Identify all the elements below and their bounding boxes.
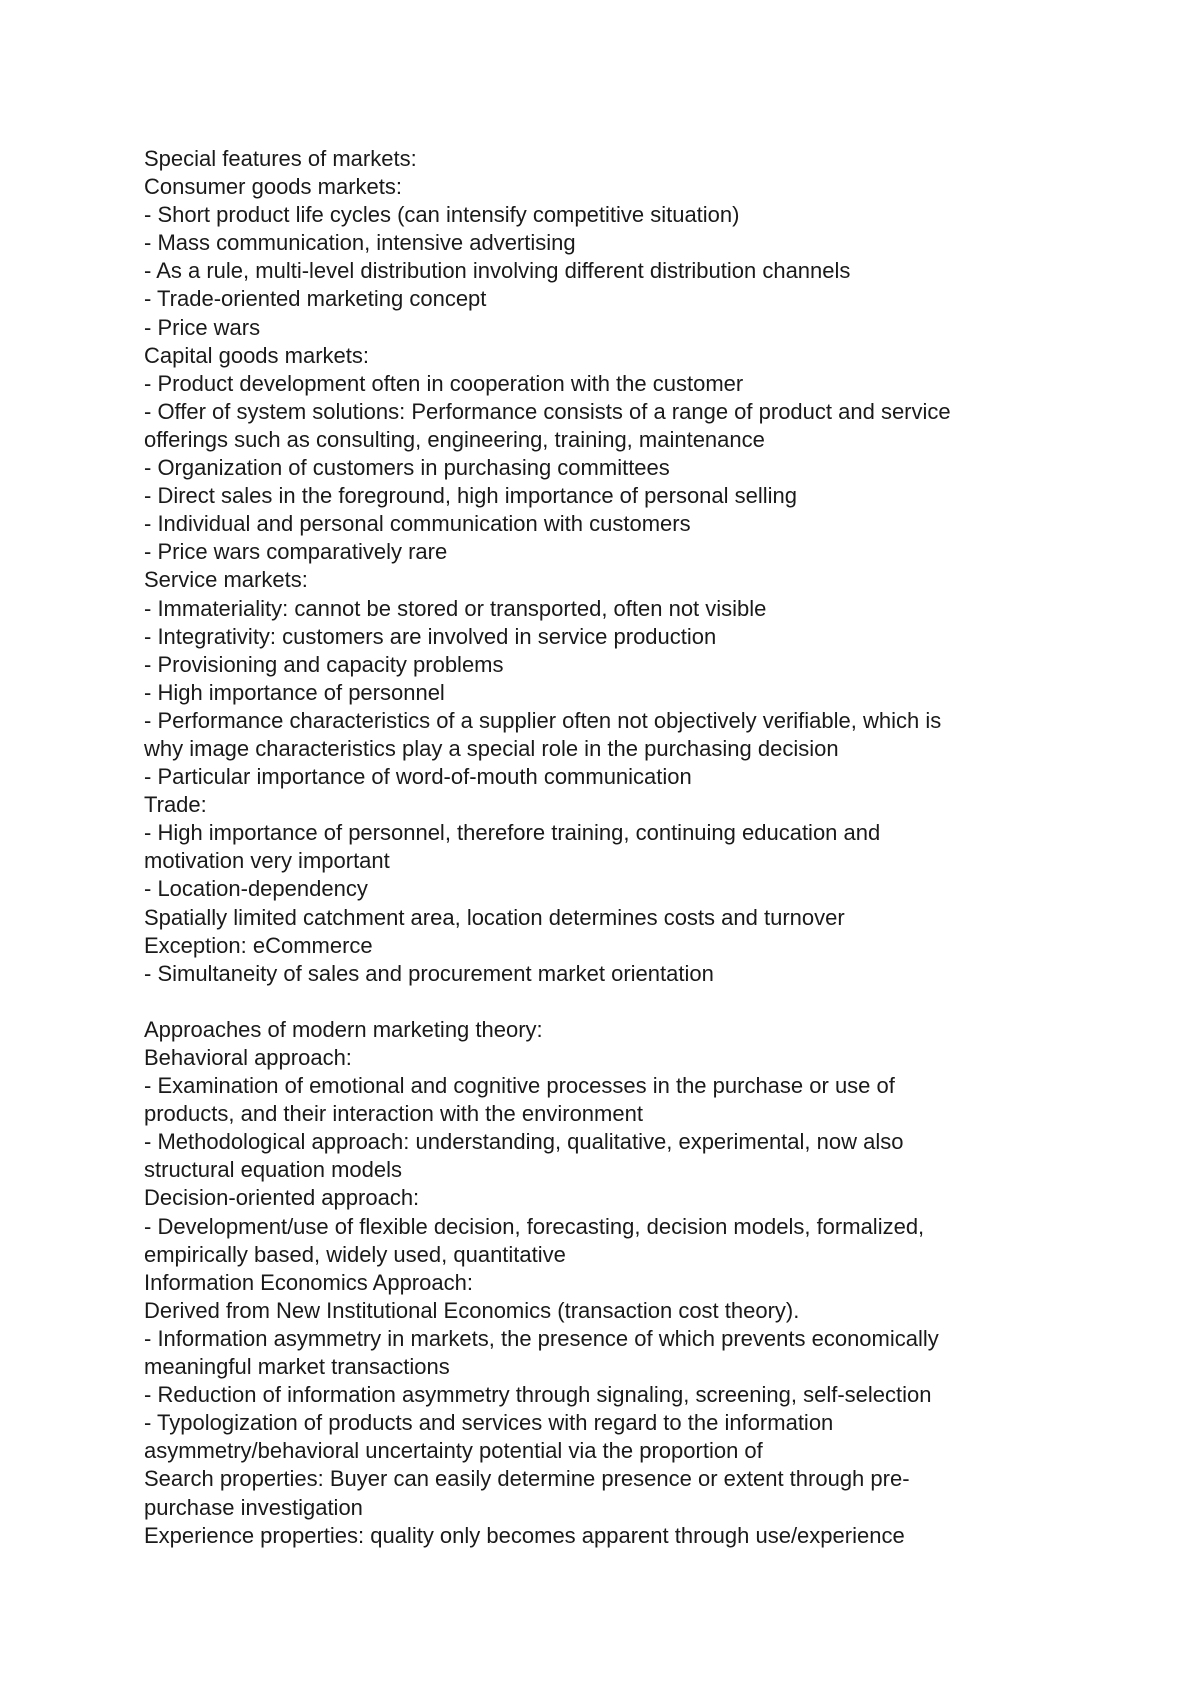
text-line: asymmetry/behavioral uncertainty potential via the proportion of bbox=[144, 1438, 763, 1464]
text-line: - Price wars comparatively rare bbox=[144, 539, 448, 565]
text-line: - Short product life cycles (can intensify competitive situation) bbox=[144, 202, 740, 228]
text-line: Consumer goods markets: bbox=[144, 174, 402, 200]
text-line: - Individual and personal communication with customers bbox=[144, 511, 691, 537]
text-line: structural equation models bbox=[144, 1157, 403, 1183]
text-line: motivation very important bbox=[144, 848, 390, 874]
text-line: Decision-oriented approach: bbox=[144, 1185, 420, 1211]
text-line: empirically based, widely used, quantitative bbox=[144, 1241, 566, 1267]
text-line: - Immateriality: cannot be stored or transported, often not visible bbox=[144, 595, 767, 621]
text-line: - Development/use of flexible decision, forecasting, decision models, formalized, bbox=[144, 1213, 925, 1239]
text-line: Experience properties: quality only becomes apparent through use/experience bbox=[144, 1522, 905, 1548]
text-line: - High importance of personnel bbox=[144, 679, 445, 705]
text-line: Spatially limited catchment area, location determines costs and turnover bbox=[144, 904, 845, 930]
text-line: Derived from New Institutional Economics (transaction cost theory). bbox=[144, 1297, 800, 1323]
text-line: offerings such as consulting, engineering, training, maintenance bbox=[144, 426, 765, 452]
text-line: Trade: bbox=[144, 792, 207, 818]
text-line: products, and their interaction with the environment bbox=[144, 1101, 643, 1127]
text-line: - Price wars bbox=[144, 314, 261, 340]
text-line: Search properties: Buyer can easily determine presence or extent through pre- bbox=[144, 1466, 910, 1492]
text-line: - Methodological approach: understanding, qualitative, experimental, now also bbox=[144, 1129, 904, 1155]
text-line: - Information asymmetry in markets, the presence of which prevents economically bbox=[144, 1325, 939, 1351]
text-line: - Location-dependency bbox=[144, 876, 368, 902]
text-line: - Typologization of products and services with regard to the information bbox=[144, 1410, 834, 1436]
text-line: - Reduction of information asymmetry through signaling, screening, self-selection bbox=[144, 1382, 932, 1408]
text-line: Exception: eCommerce bbox=[144, 932, 373, 958]
text-line: - Direct sales in the foreground, high importance of personal selling bbox=[144, 483, 798, 509]
text-line: - Mass communication, intensive advertising bbox=[144, 230, 576, 256]
text-line: - Product development often in cooperation with the customer bbox=[144, 370, 744, 396]
text-line: - High importance of personnel, therefore training, continuing education and bbox=[144, 820, 881, 846]
text-line: - Particular importance of word-of-mouth communication bbox=[144, 764, 692, 790]
text-line: - Simultaneity of sales and procurement market orientation bbox=[144, 960, 714, 986]
text-line: purchase investigation bbox=[144, 1494, 363, 1520]
document-body bbox=[144, 145, 1064, 1550]
text-line: - Examination of emotional and cognitive processes in the purchase or use of bbox=[144, 1073, 895, 1099]
text-line: Capital goods markets: bbox=[144, 342, 369, 368]
text-line: Approaches of modern marketing theory: bbox=[144, 1016, 543, 1042]
text-line: Special features of markets: bbox=[144, 146, 417, 171]
text-line: - Integrativity: customers are involved in service production bbox=[144, 623, 717, 649]
text-line: Behavioral approach: bbox=[144, 1045, 352, 1070]
blank-line bbox=[144, 988, 1064, 1016]
text-line: why image characteristics play a special role in the purchasing decision bbox=[144, 735, 839, 761]
text-line: meaningful market transactions bbox=[144, 1354, 450, 1380]
text-line: - Provisioning and capacity problems bbox=[144, 651, 504, 677]
text-line: - Offer of system solutions: Performance consists of a range of product and service bbox=[144, 398, 951, 424]
text-line: - As a rule, multi-level distribution involving different distribution channels bbox=[144, 258, 851, 284]
text-line: - Trade-oriented marketing concept bbox=[144, 286, 487, 312]
text-line: Service markets: bbox=[144, 567, 308, 593]
text-line: - Performance characteristics of a supplier often not objectively verifiable, which is bbox=[144, 707, 942, 733]
text-line: Information Economics Approach: bbox=[144, 1269, 473, 1295]
text-line: - Organization of customers in purchasing committees bbox=[144, 455, 670, 481]
